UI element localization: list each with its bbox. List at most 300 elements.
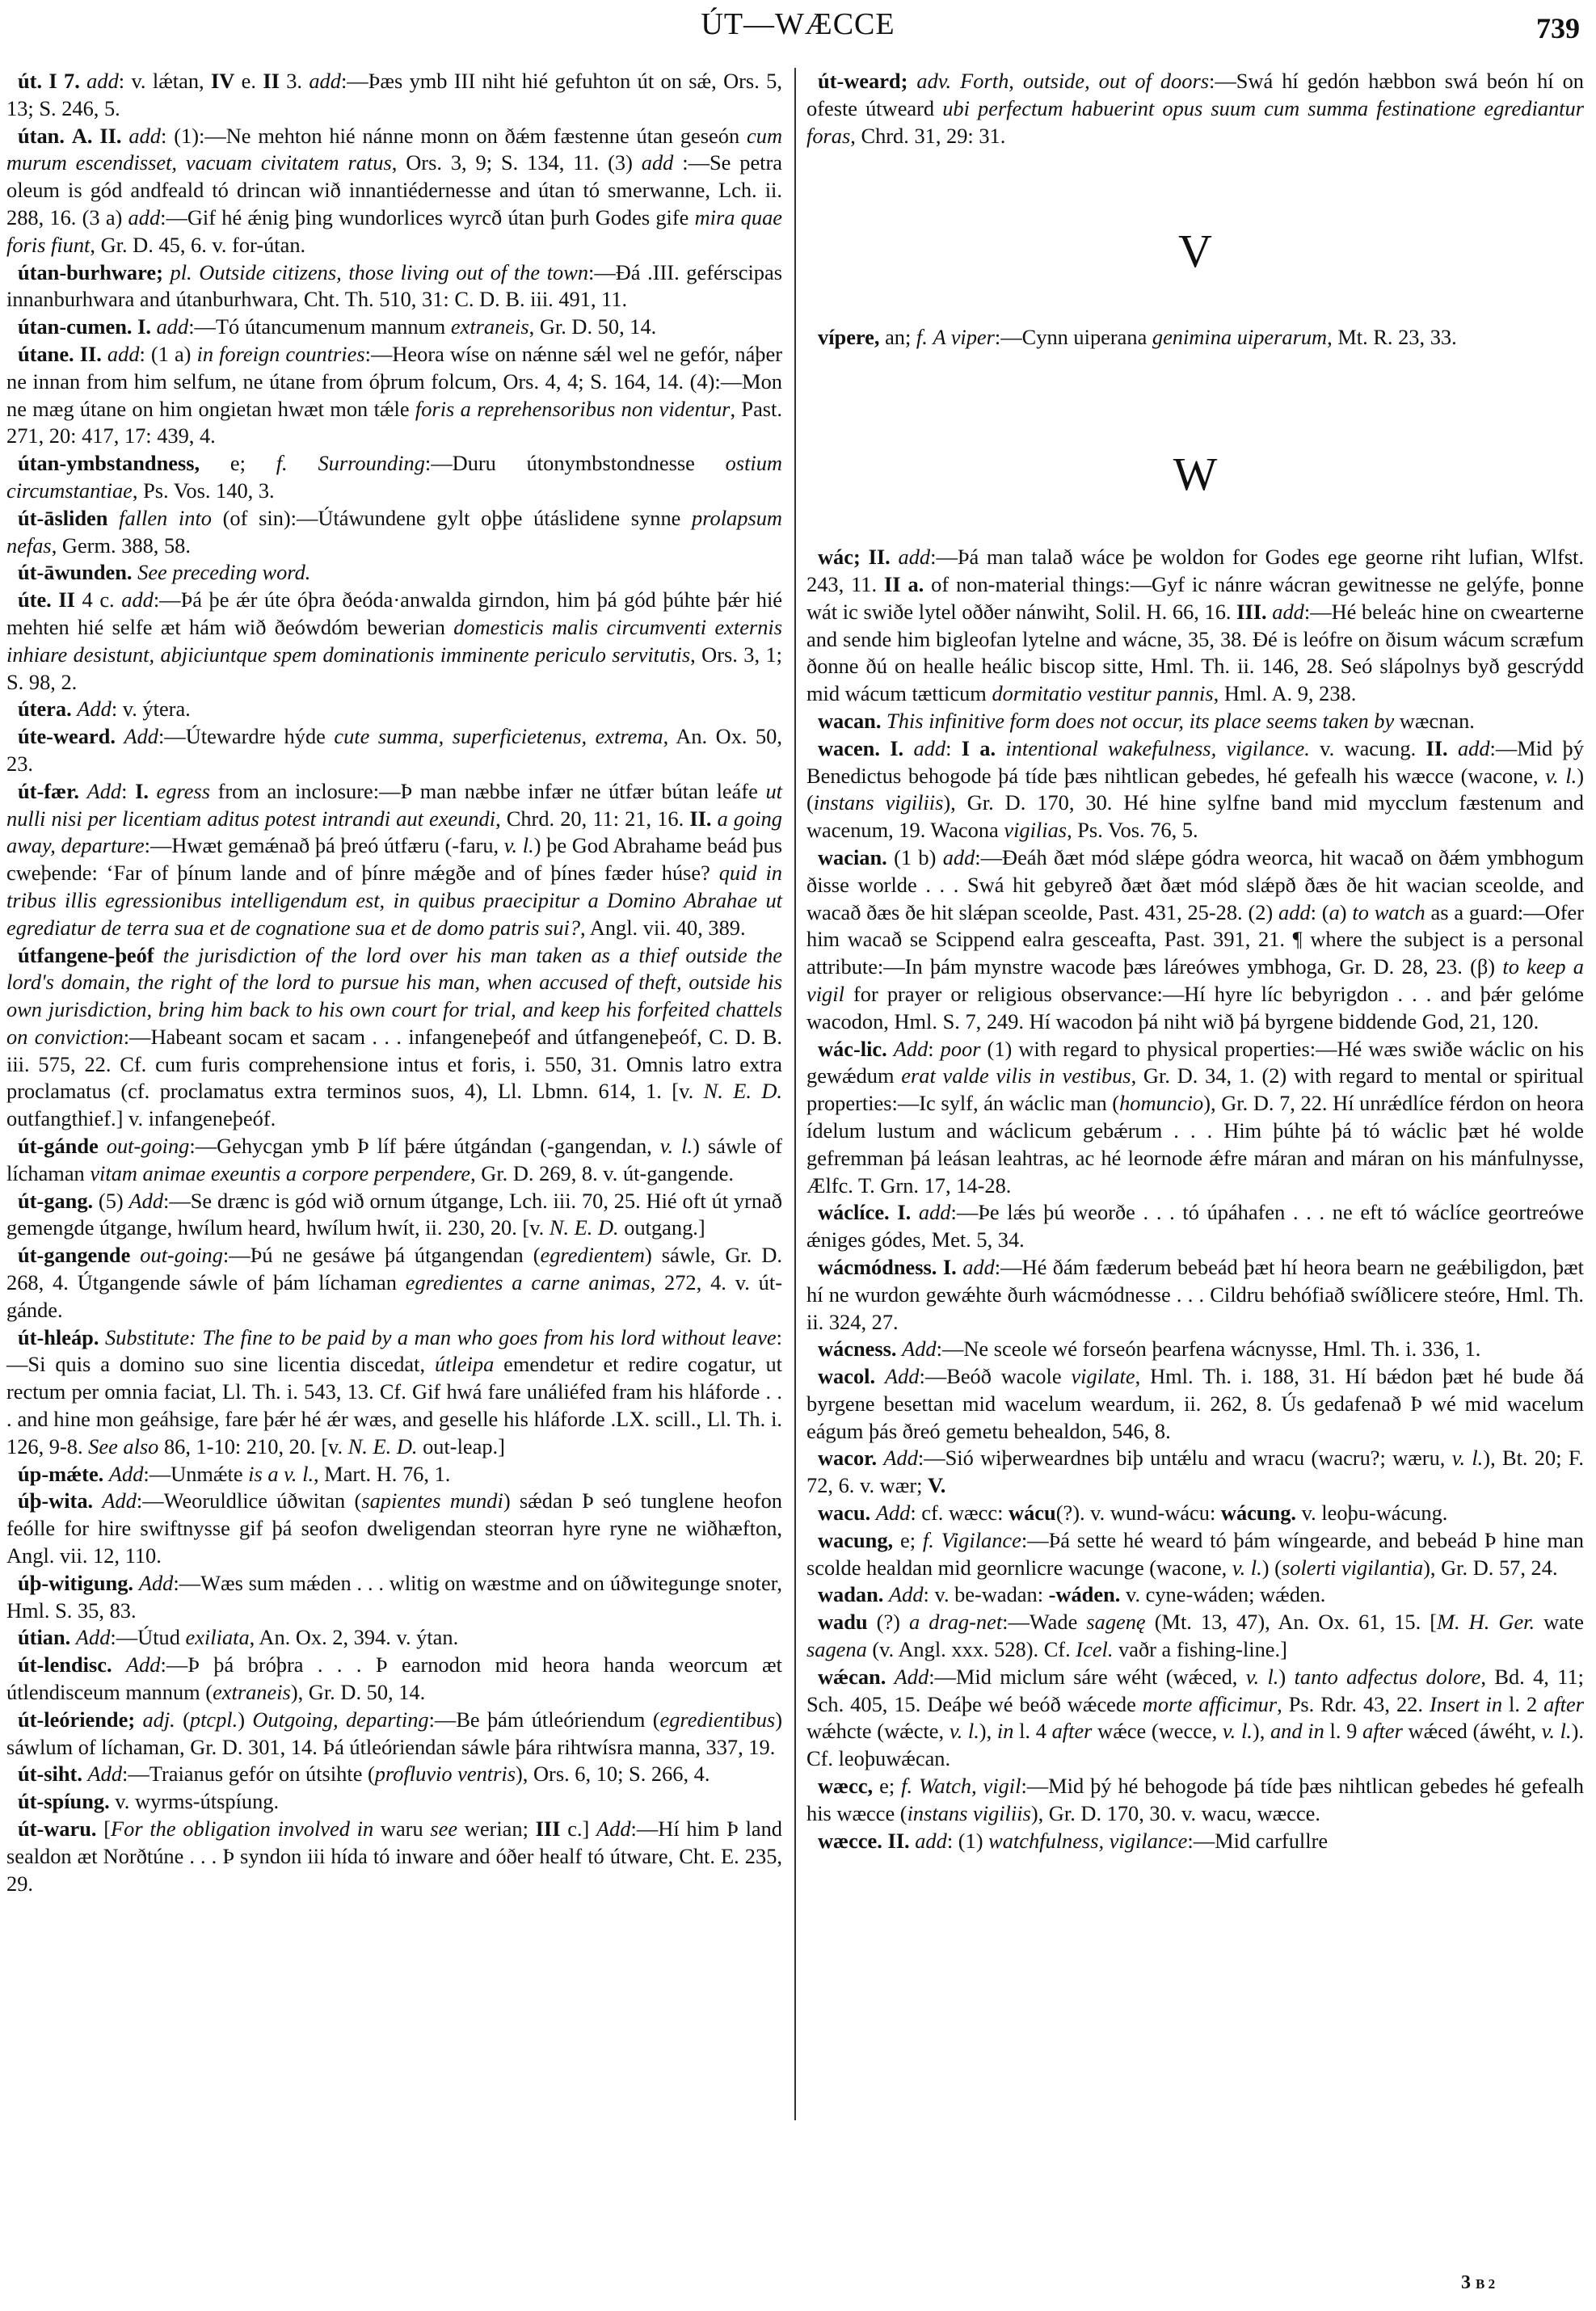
entry-sense-marker: I. — [135, 778, 149, 803]
entry-text — [70, 1625, 76, 1649]
entry-text: ), — [979, 1719, 997, 1744]
entry-text: e; — [200, 451, 276, 476]
entry-italic-text: Add — [884, 1364, 920, 1389]
entry-italic-text: and in — [1270, 1719, 1324, 1744]
entry-italic-text: v. l. — [503, 833, 534, 858]
entry-italic-text: fallen into — [119, 505, 212, 530]
entry-text: , Hml. A. 9, 238. — [1213, 681, 1357, 706]
entry-text: werian; — [457, 1816, 536, 1841]
entry-italic-text: egredientes a carne animas — [405, 1270, 651, 1295]
dictionary-entry — [6, 505, 782, 560]
entry-sense-marker: wácung. — [1220, 1501, 1297, 1526]
entry-text: e; — [893, 1527, 923, 1552]
entry-italic-text: f. — [901, 1774, 913, 1799]
entry-text — [934, 1528, 941, 1552]
entry-text: :—Þá þe ǽr úte óþra ðeóda·anwalda girndon, him þá gód þúhte þǽr hié mehten hié selfe æt hám wið ðeówdóm bewerian — [6, 587, 782, 639]
dictionary-entry — [806, 1445, 1584, 1500]
entry-italic-text: Add — [86, 778, 122, 803]
entry-sense-marker: IV — [210, 69, 235, 93]
dictionary-entry — [6, 723, 782, 778]
entry-italic-text: v. l. — [1245, 1664, 1279, 1689]
dictionary-entry — [806, 1199, 1584, 1254]
entry-sense-marker: I. — [890, 735, 904, 760]
entry-headword: wæcce. — [818, 1828, 882, 1853]
entry-text: , An. Ox. 50, 23. — [6, 724, 782, 776]
entry-sense-marker: I a. — [961, 735, 996, 760]
entry-headword: útian. — [18, 1625, 71, 1650]
entry-text — [875, 1364, 885, 1388]
entry-text: : v. ýtera. — [111, 697, 191, 722]
dictionary-entry — [806, 544, 1584, 708]
entry-text: :—Mid carfullre — [1187, 1828, 1329, 1853]
entry-italic-text: Add — [889, 1582, 924, 1607]
entry-text: as a guard:—Ofer him wacað se Scippend ealra gesceafta, Past. 391, 21. ¶ where the subject is a personal attribute:—In þám mynstre wacode þæs láreówes ymbhoga, Gr. D. 28, 23. (β) — [806, 899, 1585, 979]
entry-text: l. 4 — [1013, 1719, 1052, 1744]
entry-text: 3. — [279, 69, 310, 93]
entry-text: , Mart. H. 76, 1. — [314, 1461, 451, 1486]
entry-text: :—Þá sette hé weard tó þám wíngearde, and bebeád Þ hine man scolde healdan mid geornlicre wacunge (wacone, — [806, 1527, 1584, 1580]
entry-text: ). Cf. leoþuwǽcan. — [806, 1719, 1584, 1771]
section-v-entries — [806, 324, 1584, 351]
dictionary-entry — [806, 1527, 1584, 1582]
entry-text — [133, 1571, 139, 1595]
entry-italic-text: in — [996, 1719, 1014, 1744]
entry-italic-text: N. E. D. — [549, 1215, 619, 1240]
entry-sense-marker: V. — [928, 1473, 946, 1498]
entry-headword: úþ-wita. — [18, 1488, 94, 1513]
entry-text: (v. Angl. xxx. 528). Cf. — [866, 1637, 1076, 1662]
right-column — [806, 68, 1584, 1854]
dictionary-entry — [6, 1188, 782, 1243]
entry-text: , Chrd. 20, 11: 21, 16. — [495, 806, 690, 831]
entry-text: (1 b) — [886, 844, 943, 869]
entry-text: :—Cynn uiperana — [994, 325, 1152, 350]
entry-text: :—Heora wíse on nǽnne sǽl wel ne gefór, náþer ne innan from him selfum, ne útane from óþrum folcum, Ors. 4, 4; S. 164, 14. (4):—Mon ne mæg útane on him ongietan hwæt mon tǽle — [6, 341, 782, 421]
entry-sense-marker: -wáden. — [1048, 1582, 1121, 1607]
entry-headword: wacol. — [818, 1364, 876, 1389]
entry-text: :—Si quis a domino suo sine licentia discedat, — [6, 1324, 782, 1377]
entry-sense-marker: I. — [942, 1254, 957, 1279]
entry-italic-text: f. — [922, 1527, 934, 1552]
entry-text — [107, 506, 119, 530]
dictionary-entry — [806, 1363, 1584, 1445]
entry-text: (?). v. wund-wácu: — [1055, 1501, 1221, 1526]
entry-sense-marker: II. — [689, 806, 712, 831]
entry-italic-text: This infinitive form does not occur, its place seems taken by — [886, 708, 1395, 733]
signature-main: 3 — [1461, 2272, 1471, 2293]
entry-text — [65, 124, 72, 148]
entry-italic-text: see — [430, 1816, 458, 1841]
dictionary-entry — [806, 1254, 1584, 1336]
entry-sense-marker: III. — [1236, 599, 1267, 624]
entry-italic-text: to watch — [1352, 899, 1425, 924]
entry-italic-text: Add — [77, 697, 112, 722]
entry-headword: út-weard; — [818, 69, 908, 93]
entry-text: :—Ðá .III. geférscipas innanburhwara and útanburhwara, Cht. Th. 510, 31: C. D. B. iii. 491, 11. — [6, 259, 782, 312]
entry-text: : — [121, 778, 136, 803]
entry-italic-text: Forth, outside, out of doors — [960, 69, 1210, 93]
entry-italic-text: Add — [902, 1337, 937, 1362]
entry-italic-text: instans vigiliis — [813, 790, 944, 815]
dictionary-entry — [6, 123, 782, 259]
entry-text: :—Mid þý Benedictus behogode þá tíde þæs nihtlican gebedes, hé gefealh his wæcce (wacone, — [806, 735, 1584, 788]
entry-text: :—Beóð wacole — [919, 1364, 1072, 1389]
entry-text: v. wyrms-útspíung. — [109, 1789, 280, 1814]
entry-italic-text: cum murum escendisset, vacuam civitatem ratus — [6, 123, 782, 175]
entry-italic-text: Substitute: The fine to be paid by a man who goes from his lord without leave — [104, 1324, 777, 1349]
entry-text: e; — [873, 1774, 902, 1799]
dictionary-entry — [6, 341, 782, 450]
dictionary-entry — [806, 1773, 1584, 1828]
entry-text: v. cyne-wáden; wǽden. — [1120, 1582, 1326, 1607]
entry-text: ), Gr. D. 170, 30. Hé hine sylfne band mid mycclum fæstenum and wacenum, 19. Wacona — [806, 790, 1584, 843]
entry-text: :—Þæs ymb III niht hié gefuhton út on sǽ, Ors. 5, 13; S. 246, 5. — [6, 69, 782, 120]
entry-text — [163, 260, 171, 284]
entry-italic-text: Add — [108, 1461, 144, 1486]
entry-italic-text: after — [1543, 1691, 1584, 1716]
entry-italic-text: add — [107, 341, 140, 366]
entry-text — [996, 736, 1005, 760]
entry-italic-text: a going away, departure — [6, 806, 782, 858]
entry-text: (?) — [867, 1610, 910, 1635]
entry-italic-text: N. E. D. — [703, 1079, 783, 1104]
entry-headword: útane. — [18, 341, 74, 366]
entry-text — [151, 314, 157, 339]
entry-sense-marker: wácu — [1009, 1501, 1056, 1526]
entry-italic-text: Vigilance — [941, 1527, 1021, 1552]
entry-text: wæcnan. — [1394, 708, 1475, 733]
entry-headword: útfangene-þeóf — [18, 942, 154, 967]
entry-italic-text: adj. — [142, 1707, 175, 1732]
entry-text — [149, 779, 157, 803]
entry-sense-marker: II a. — [884, 571, 924, 596]
entry-headword: út-leóriende; — [18, 1707, 136, 1732]
dictionary-entry — [6, 1461, 782, 1488]
entry-text: e. — [234, 69, 263, 93]
dictionary-entry — [806, 708, 1584, 735]
entry-italic-text: add — [915, 1828, 947, 1853]
entry-text: wǽce (wecce, — [1092, 1719, 1223, 1744]
entry-italic-text: in foreign countries — [196, 341, 365, 366]
dictionary-entry — [806, 1581, 1584, 1609]
dictionary-entry — [806, 1828, 1584, 1855]
entry-text: :—Swá hí gedón hæbbon swá beón hí on ofeste útweard — [806, 69, 1585, 120]
entry-text — [711, 806, 717, 831]
entry-italic-text: out-going — [106, 1134, 190, 1159]
entry-headword: út-siht. — [18, 1762, 82, 1787]
entry-text: ), Gr. D. 7, 22. Hí unrǽdlíce férdon on heora ídelum lustum and wáclicum gebǽrum . . . Him þúhte þá tó wáclic þæt hé wolde gefremman þá leásan leahtras, ac hé leornode ǽfre máran and máran on his mánfulnysse, Ælfc. T. Grn. 17, 14-28. — [806, 1091, 1584, 1198]
entry-text — [887, 1037, 894, 1061]
entry-sense-marker: II. — [887, 1828, 910, 1853]
entry-italic-text: Add — [75, 1625, 111, 1650]
dictionary-entry — [6, 1652, 782, 1707]
entry-italic-text: prolapsum nefas — [6, 505, 782, 558]
entry-text — [74, 342, 80, 366]
entry-text: :—Þú ne gesáwe þá útgangendan ( — [222, 1243, 541, 1268]
entry-text: :—Se drænc is gód wið ornum útgange, Lch. iii. 70, 25. Hié oft út yrnað gemengde útgange, hwílum heard, hwílum hwít, ii. 230, 20. [v. — [6, 1188, 782, 1240]
entry-text: :—Hé beleác hine on cwearterne and sende him bigleofan lytelne and wácne, 35, 38. Ðé is leófre on ðisum wácum scræfum ðonne ðú on healle heálic biscop sitte, Hml. Th. ii. 146, 28. Seó slápolnys byð gescrýdd mid wácum tætticum — [806, 599, 1584, 706]
entry-headword: wacan. — [818, 708, 882, 733]
entry-italic-text: f. — [276, 451, 288, 476]
entry-text: for prayer or religious observance:—Hí hyre líc bebyrigdon . . . and þǽr gelóme wacodon, Hml. S. 7, 249. Hí wacodon þá niht wið þá byrgene biddende God, 21, 120. — [806, 981, 1584, 1033]
entry-text: c.] — [560, 1816, 597, 1841]
entry-italic-text: domesticis malis circumventi externis inhiare desistunt, abjiciuntque spem dominationis imminente periculo servitutis — [6, 614, 782, 667]
entry-italic-text: v. l. — [1222, 1719, 1253, 1744]
entry-text: : (1) — [946, 1828, 989, 1853]
entry-italic-text: See preceding word. — [137, 560, 311, 585]
entry-italic-text: a — [1329, 899, 1340, 924]
dictionary-entry — [6, 587, 782, 696]
entry-headword: út-āwunden. — [18, 560, 133, 585]
entry-italic-text: Outgoing, departing — [252, 1707, 429, 1732]
dictionary-entry — [6, 778, 782, 942]
entry-italic-text: ut nulli nisi per licentiam aditus potest intrandi aut exeundi — [6, 778, 782, 831]
entry-italic-text: Add — [128, 1188, 164, 1213]
entry-text: , Gr. D. 50, 14. — [528, 314, 657, 339]
entry-headword: wác; — [818, 545, 861, 570]
dictionary-entry — [806, 1664, 1584, 1773]
entry-italic-text: to keep a vigil — [806, 954, 1584, 1006]
entry-italic-text: out-going — [140, 1243, 223, 1268]
entry-text: l. 9 — [1324, 1719, 1362, 1744]
entry-italic-text: Add — [125, 1652, 161, 1677]
entry-italic-text: egredientibus — [659, 1707, 776, 1732]
entry-sense-marker: A. II. — [71, 123, 122, 148]
entry-text: out-leap.] — [417, 1433, 505, 1459]
entry-headword: wác-lic. — [818, 1036, 887, 1061]
entry-text: outfangthief.] v. infangeneþeóf. — [6, 1106, 276, 1131]
entry-text: , Ps. Vos. 76, 5. — [1067, 818, 1198, 843]
entry-text — [130, 1243, 140, 1267]
entry-italic-text: add — [641, 150, 674, 175]
entry-text: , Mt. R. 23, 33. — [1327, 325, 1457, 350]
entry-text: ) sáwle, Gr. D. 268, 4. Útgangende sáwle of þám líchaman — [6, 1243, 782, 1295]
entry-italic-text: cute summa, superficietenus, extrema — [334, 724, 663, 749]
entry-text: :—Gehycgan ymb Þ líf þǽre útgándan (-gangendan, — [189, 1134, 660, 1159]
dictionary-entry — [6, 450, 782, 505]
entry-headword: wacor. — [818, 1446, 878, 1471]
entry-text — [288, 451, 318, 475]
signature-mark — [1461, 2272, 1495, 2294]
entry-text: from an inclosure:—Þ man næbbe infær ne útfær bútan leáfe — [210, 778, 766, 803]
entry-headword: úte-weard. — [18, 724, 116, 749]
section-letter-w: W — [1173, 448, 1218, 501]
entry-italic-text: erat valde vilis in vestibus — [901, 1063, 1131, 1088]
signature-sub: B 2 — [1476, 2276, 1496, 2292]
entry-sense-marker: III — [535, 1816, 561, 1841]
entry-headword: út-gangende — [18, 1243, 131, 1268]
entry-headword: wadan. — [818, 1582, 884, 1607]
entry-sense-marker: II. — [868, 545, 891, 570]
entry-headword: útan-cumen. — [18, 314, 133, 339]
entry-italic-text: intentional wakefulness, vigilance. — [1005, 735, 1310, 760]
dictionary-entry — [6, 696, 782, 723]
entry-text: , An. Ox. 2, 394. v. ýtan. — [249, 1625, 459, 1650]
entry-italic-text: Add — [87, 1762, 123, 1787]
entry-italic-text: mira quae foris fiunt — [6, 204, 782, 257]
entry-text: , Gr. D. 269, 8. v. út-gangende. — [470, 1160, 734, 1185]
entry-italic-text: A viper — [933, 325, 995, 350]
entry-text: 86, 1-10: 210, 20. [v. — [158, 1433, 348, 1459]
entry-italic-text: watchfulness, vigilance — [988, 1828, 1188, 1853]
entry-text: :—Gif hé ǽnig þing wundorlices wyrcð útan þurh Godes gife — [160, 204, 695, 229]
entry-text: wǽhcte (wǽcte, — [806, 1719, 950, 1744]
entry-text — [951, 69, 960, 93]
entry-italic-text: Icel. — [1076, 1637, 1114, 1662]
entry-text: :—Hé ðám fæderum bebeád þæt hí heora bearn ne geǽbiligdon, þæt hí ne wurdon gewǽhte ðurh wácmódnesse . . . Cildru behófiað swíðlicere steóre, Hml. Th. ii. 324, 27. — [806, 1254, 1584, 1334]
entry-text: : — [945, 735, 962, 760]
entry-text: , Angl. vii. 40, 389. — [580, 915, 746, 940]
entry-text — [903, 736, 913, 760]
entry-text — [886, 1665, 894, 1689]
entry-italic-text: quid in tribus illis egressionibus intelligendum est, in quibus praecipitur a Domino Abrahae ut egrediatur de terra sua et de cognatione sua et de domo patris sui? — [6, 861, 782, 940]
entry-text: , Bd. 4, 11; Sch. 405, 15. Deáþe wé beóð wǽcede — [806, 1664, 1584, 1716]
entry-italic-text: f. — [916, 325, 928, 350]
entry-italic-text: add — [128, 123, 161, 148]
entry-italic-text: v. l. — [1451, 1446, 1484, 1471]
entry-text: :—Útud — [110, 1625, 186, 1650]
entry-text — [103, 1462, 109, 1486]
entry-italic-text: Surrounding — [318, 451, 425, 476]
entry-text: :—Útewardre hýde — [158, 724, 335, 749]
entry-text: ) — [238, 1707, 253, 1732]
entry-text: : v. lǽtan, — [118, 69, 211, 93]
entry-text — [192, 260, 200, 284]
entry-text — [79, 779, 87, 803]
entry-italic-text: sagenę — [1086, 1610, 1146, 1635]
running-title: ÚT—WÆCCE — [701, 7, 895, 41]
entry-italic-text: M. H. Ger. — [1437, 1610, 1535, 1635]
entry-sense-marker: II — [263, 69, 280, 93]
entry-text: : cf. wæcc: — [910, 1501, 1009, 1526]
entry-text — [911, 1200, 919, 1224]
entry-text: : ( — [1310, 899, 1329, 924]
entry-text: :—Ne sceole wé forseón þearfena wácnysse, Hml. Th. i. 336, 1. — [936, 1337, 1481, 1362]
entry-text: (5) — [93, 1188, 129, 1213]
dictionary-entry — [6, 1242, 782, 1324]
entry-headword: úte. — [18, 587, 52, 612]
entry-italic-text: genimina uiperarum — [1152, 325, 1328, 350]
entry-text — [154, 943, 163, 967]
entry-headword: wácmódness. — [818, 1254, 937, 1279]
entry-text — [870, 1501, 876, 1525]
entry-italic-text: v. l. — [1541, 1719, 1572, 1744]
entry-text: : v. be-wadan: — [923, 1582, 1049, 1607]
entry-italic-text: extraneis — [213, 1680, 291, 1705]
entry-text — [890, 1200, 898, 1224]
dictionary-entry — [806, 68, 1584, 149]
section-w-entries — [806, 544, 1584, 1854]
entry-text: :—Traianus gefór on útsihte ( — [122, 1762, 375, 1787]
entry-text: , Ps. Vos. 140, 3. — [132, 478, 275, 503]
entry-headword: út-gánde — [18, 1134, 99, 1159]
entry-text — [1448, 736, 1458, 760]
entry-text: l. 2 — [1502, 1691, 1544, 1716]
entry-text: :—Be þám útleóriendum ( — [428, 1707, 660, 1732]
entry-text: :—Mid miclum sáre wéht (wǽced, — [929, 1664, 1246, 1689]
entry-text: ), Gr. D. 170, 30. v. wacu, wæcce. — [1030, 1800, 1320, 1825]
entry-italic-text: vigilias — [1004, 818, 1068, 843]
entry-text: : (1):—Ne mehton hié nánne monn on ðǽm fæstenne útan geseón — [161, 123, 747, 148]
dictionary-entry — [806, 1336, 1584, 1363]
entry-italic-text: after — [1051, 1719, 1093, 1744]
entry-italic-text: v. l. — [1232, 1555, 1262, 1580]
entry-text: , Chrd. 31, 29: 31. — [850, 123, 1006, 148]
entry-headword: úp-mǽte. — [18, 1461, 104, 1486]
dictionary-entry — [806, 324, 1584, 351]
entry-text: , Ors. 3, 1; S. 98, 2. — [6, 642, 782, 694]
entry-italic-text: vigilate — [1071, 1364, 1135, 1389]
entry-italic-text: vitam animae exeuntis a corpore perpendere — [90, 1160, 471, 1185]
entry-sense-marker: I. — [897, 1200, 912, 1225]
entry-italic-text: homuncio — [1119, 1091, 1204, 1116]
entry-italic-text: add — [913, 735, 946, 760]
entry-italic-text: Add — [893, 1036, 929, 1061]
entry-text: ) — [1278, 1664, 1295, 1689]
entry-italic-text: exiliata — [185, 1625, 250, 1650]
entry-headword: útera. — [18, 697, 72, 722]
entry-text: an; — [879, 325, 916, 350]
entry-text: ), Gr. D. 57, 24. — [1423, 1555, 1558, 1580]
entry-italic-text: dormitatio vestitur pannis — [992, 681, 1214, 706]
entry-text: [ — [96, 1816, 112, 1841]
dictionary-entry — [806, 1609, 1584, 1664]
entry-text: vaðr a fishing-line.] — [1113, 1637, 1287, 1662]
entry-text: :—Þe lǽs þú weorðe . . . tó úpáhafen . . . ne eft tó wáclíce geortreówe ǽniges gódes, Met. 5, 34. — [806, 1200, 1584, 1252]
dictionary-entry — [6, 1816, 782, 1897]
entry-italic-text: Add — [138, 1570, 174, 1595]
entry-headword: útan. — [18, 123, 65, 148]
column-divider — [794, 68, 796, 2120]
entry-text: 4 c. — [74, 587, 122, 612]
entry-italic-text: add — [86, 69, 119, 93]
entry-text: (Mt. 13, 47), An. Ox. 61, 15. [ — [1145, 1610, 1438, 1635]
entry-sense-marker: I. — [137, 314, 151, 339]
entry-text — [907, 69, 916, 93]
entry-text: , Gr. D. 34, 1. (2) with regard to mental or spiritual properties:—Ic sylf, án wáclic man ( — [806, 1063, 1584, 1116]
entry-headword: útan-ymbstandness, — [18, 451, 200, 476]
entry-italic-text: tanto adfectus dolore — [1294, 1664, 1481, 1689]
entry-text — [93, 1488, 102, 1513]
entry-sense-marker: II. — [79, 341, 102, 366]
entry-text: ) sǽdan Þ seó tunglene heofon feólle for hire swiftnysse gif þá seofon dweligendan steorran hyre ryne ne wiðhæfton, Angl. vii. 12, 110. — [6, 1488, 782, 1568]
entry-italic-text: a drag-net — [909, 1610, 1003, 1635]
entry-italic-text: Add — [894, 1664, 929, 1689]
entry-text: ), Bt. 20; F. 72, 6. v. wær; — [806, 1446, 1584, 1498]
entry-italic-text: add — [942, 844, 975, 869]
entry-italic-text: útleipa — [434, 1352, 495, 1377]
entry-italic-text: adv. — [916, 69, 952, 93]
entry-sense-marker: II. — [1425, 735, 1448, 760]
dictionary-entry — [806, 844, 1584, 1036]
dictionary-entry — [6, 259, 782, 314]
entry-italic-text: ptcpl. — [189, 1707, 238, 1732]
entry-italic-text: foris a reprehensoribus non videntur — [415, 396, 731, 421]
entry-text: :—Þá man talað wáce þe woldon for Godes ege georne riht lufian, Wlfst. 243, 11. — [806, 545, 1584, 596]
entry-text: (of sin):—Útáwundene gylt oþþe útáslidene synne — [211, 505, 693, 530]
entry-text: : — [928, 1036, 941, 1061]
entry-italic-text: egress — [156, 778, 210, 803]
entry-text: ) sáwlum of líchaman, Gr. D. 301, 14. Þá útleóriendan sáwle þára rihtwísra manna, 337, 19. — [6, 1707, 782, 1759]
dictionary-entry — [6, 559, 782, 587]
entry-text: emendetur et redire cogatur, ut rectum per omnia faciat, Ll. Th. i. 543, 13. Cf. Gif hwá fare unáliéfed fram his hláforde . . . and hine mon geáhsige, fare þǽr hé ǽr wæs, and geselle his hláforde .LX. scill., Ll. Th. i. 126, 9-8. — [6, 1352, 782, 1459]
entry-text: : (1 a) — [139, 341, 197, 366]
entry-text: :—Wade — [1002, 1610, 1087, 1635]
entry-italic-text: ubi perfectum habuerint opus suum cum summa festinatione egrediantur foras — [806, 95, 1584, 148]
entry-headword: wǽcan. — [818, 1664, 886, 1689]
entry-italic-text: morte afficimur — [1142, 1691, 1278, 1716]
entry-text: :—Þ þá bróþra . . . Þ earnodon mid heora handa weorcum æt útlendisceum mannum ( — [6, 1652, 782, 1705]
